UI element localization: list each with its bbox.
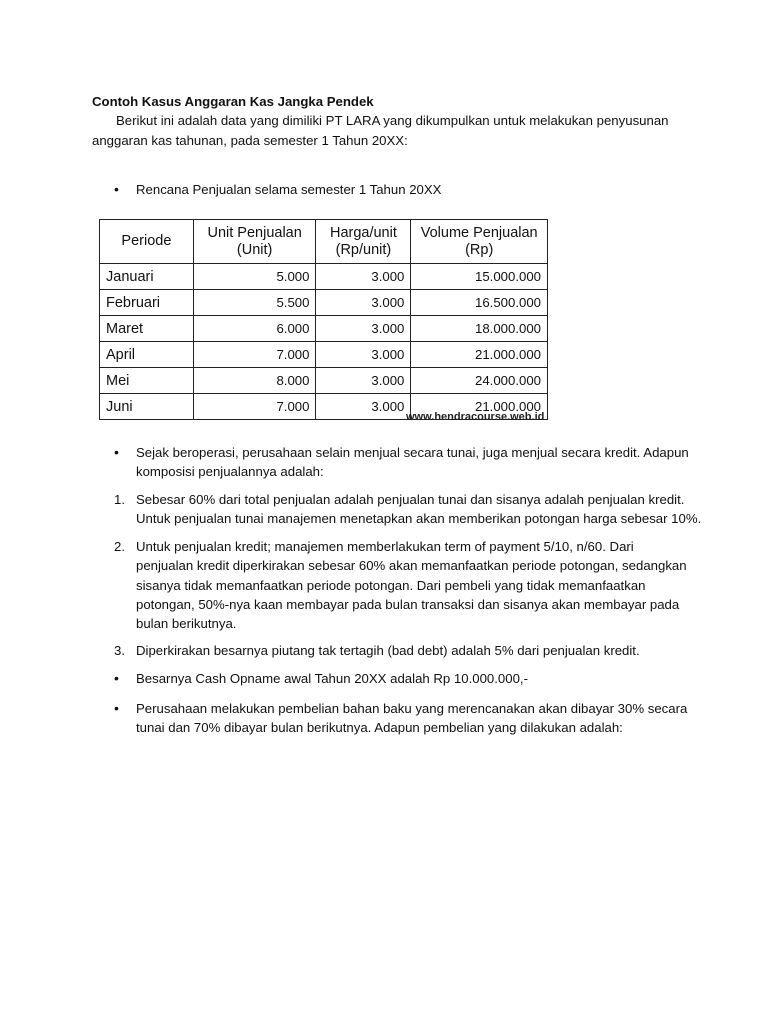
bullet-marker: •: [114, 444, 119, 460]
sales-plan-heading: Rencana Penjualan selama semester 1 Tahun 20XX: [136, 182, 442, 197]
cell-harga: 3.000: [316, 368, 411, 394]
cell-harga: 3.000: [316, 290, 411, 316]
header-volume-penjualan: Volume Penjualan (Rp): [411, 220, 548, 264]
list-item: Diperkirakan besarnya piutang tak tertagih (bad debt) adalah 5% dari penjualan kredit.: [136, 643, 640, 658]
list-number: 3.: [114, 643, 125, 658]
cell-unit: 7.000: [193, 394, 316, 420]
cash-opname-text: Besarnya Cash Opname awal Tahun 20XX adalah Rp 10.000.000,-: [136, 671, 528, 686]
header-unit-penjualan: Unit Penjualan (Unit): [193, 220, 316, 264]
cell-harga: 3.000: [316, 316, 411, 342]
cell-volume: 15.000.000: [411, 264, 548, 290]
document-title: Contoh Kasus Anggaran Kas Jangka Pendek: [92, 94, 374, 109]
purchase-text: Perusahaan melakukan pembelian bahan baku yang merencanakan akan dibayar 30% secara tunai dan 70% dibayar bulan berikutnya. Adapun pembelian yang dilakukan adalah:: [136, 701, 688, 736]
bullet-marker: •: [114, 670, 119, 686]
table-row: [100, 342, 548, 368]
cell-volume: 21.000.000: [411, 394, 548, 420]
cell-periode: Maret: [100, 316, 194, 342]
cell-unit: 7.000: [193, 342, 316, 368]
table-row: [100, 316, 548, 342]
table-row: [100, 290, 548, 316]
list-number: 2.: [114, 539, 125, 554]
cell-volume: 16.500.000: [411, 290, 548, 316]
cell-unit: 6.000: [193, 316, 316, 342]
cell-periode: Juni: [100, 394, 194, 420]
cell-periode: Mei: [100, 368, 194, 394]
cell-harga: 3.000: [316, 394, 411, 420]
cell-unit: 8.000: [193, 368, 316, 394]
sales-composition-intro: Sejak beroperasi, perusahaan selain menjual secara tunai, juga menjual secara kredit. Adapun komposisi penjualannya adalah:: [136, 445, 689, 480]
cell-harga: 3.000: [316, 264, 411, 290]
list-item: Sebesar 60% dari total penjualan adalah penjualan tunai dan sisanya adalah penjualan kredit. Untuk penjualan tunai manajemen menetapkan akan memberikan potongan harga sebesar 10%.: [136, 492, 702, 527]
cell-periode: Januari: [100, 264, 194, 290]
source-credit: www.hendracourse.web.id: [406, 411, 545, 423]
cell-volume: 24.000.000: [411, 368, 548, 394]
cell-unit: 5.500: [193, 290, 316, 316]
cell-unit: 5.000: [193, 264, 316, 290]
bullet-marker: •: [114, 181, 119, 197]
cell-harga: 3.000: [316, 342, 411, 368]
cell-periode: Februari: [100, 290, 194, 316]
table-row: [100, 264, 548, 290]
cell-volume: 18.000.000: [411, 316, 548, 342]
intro-line-2: anggaran kas tahunan, pada semester 1 Tahun 20XX:: [92, 133, 408, 148]
list-item: Untuk penjualan kredit; manajemen memberlakukan term of payment 5/10, n/60. Dari penjualan kredit diperkirakan sebesar 60% akan memanfaatkan periode potongan, sedangkan sisanya tidak memanfaatkan periode potongan. Dari pembeli yang tidak memanfaatkan potongan, 50%-nya kaan membayar pada bulan transaksi dan sisanya akan membayar pada bulan berikutnya.: [136, 539, 687, 632]
cell-volume: 21.000.000: [411, 342, 548, 368]
cell-periode: April: [100, 342, 194, 368]
list-number: 1.: [114, 492, 125, 507]
table-row: [100, 368, 548, 394]
sales-plan-table: [99, 219, 548, 420]
header-periode: Periode: [100, 220, 194, 264]
header-harga-unit: Harga/unit (Rp/unit): [316, 220, 411, 264]
table-header-row: [100, 220, 548, 264]
intro-line-1: Berikut ini adalah data yang dimiliki PT LARA yang dikumpulkan untuk melakukan penyusunan: [116, 113, 669, 128]
bullet-marker: •: [114, 700, 119, 716]
